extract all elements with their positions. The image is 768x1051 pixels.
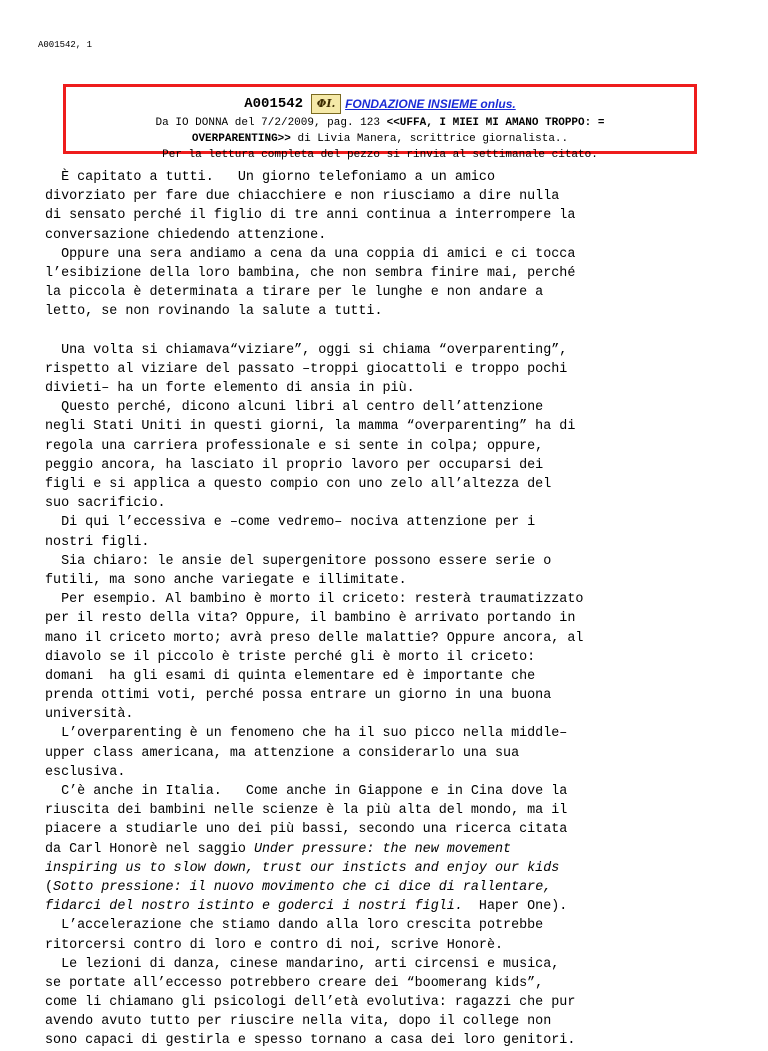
document-code: A001542 xyxy=(244,96,304,112)
article-line: divieti– ha un forte elemento di ansia in più. xyxy=(45,381,415,397)
article-line: di sensato perché il figlio di tre anni continua a interrompere la xyxy=(45,208,576,224)
article-line: upper class americana, ma attenzione a considerarlo una sua xyxy=(45,745,520,761)
article-line xyxy=(45,322,735,341)
article-line: prenda ottimi voti, perché possa entrare un giorno in una buona xyxy=(45,688,552,704)
article-title-part1: <<UFFA, I MIEI MI AMANO TROPPO: = xyxy=(386,117,605,129)
article-line: rispetto al viziare del passato –troppi giocattoli e troppo pochi xyxy=(45,361,568,377)
logo-text: ΦI. xyxy=(316,97,336,110)
foundation-link[interactable]: FONDAZIONE INSIEME onlus. xyxy=(345,97,516,111)
article-line: Per esempio. Al bambino è morto il criceto: resterà traumatizzato xyxy=(45,592,584,608)
article-line: letto, se non rovinando la salute a tutti. xyxy=(45,304,383,320)
article-line: divorziato per fare due chiacchiere e non riusciamo a dire nulla xyxy=(45,189,560,205)
article-line: per il resto della vita? Oppure, il bambino è arrivato portando in xyxy=(45,611,576,627)
article-line: È capitato a tutti. Un giorno telefoniamo a un amico xyxy=(45,170,495,185)
article-line: Questo perché, dicono alcuni libri al centro dell’attenzione xyxy=(45,400,544,416)
article-line: peggio ancora, ha lasciato il proprio lavoro per occuparsi dei xyxy=(45,457,544,473)
foundation-logo-icon xyxy=(311,94,341,114)
article-line: ritorcersi contro di loro e contro di noi, scrive Honorè. xyxy=(45,937,504,953)
article-line: la piccola è determinata a tirare per le lunghe e non andare a xyxy=(45,285,544,301)
article-line: L’accelerazione che stiamo dando alla loro crescita potrebbe xyxy=(45,918,544,934)
article-line: conversazione chiedendo attenzione. xyxy=(45,227,327,243)
article-title-part2: OVERPARENTING>> xyxy=(191,133,291,145)
article-line: fidarci del nostro istinto e goderci i nostri figli. Haper One). xyxy=(45,899,568,915)
article-line: Oppure una sera andiamo a cena da una coppia di amici e ci tocca xyxy=(45,246,576,262)
article-line: L’overparenting è un fenomeno che ha il suo picco nella middle– xyxy=(45,726,568,742)
article-line: figli e si applica a questo compio con uno zelo all’altezza del xyxy=(45,477,552,492)
article-line: Una volta si chiamava“viziare”, oggi si chiama “overparenting”, xyxy=(45,342,568,358)
article-body xyxy=(45,168,735,1051)
source-line: Da IO DONNA del 7/2/2009, pag. 123 <<UFFA, I MIEI MI AMANO TROPPO: = xyxy=(155,117,605,129)
article-line: sono capaci di gestirla e spesso tornano a casa dei loro genitori. xyxy=(45,1033,576,1049)
article-line: (Sotto pressione: il nuovo movimento che ci dice di rallentare, xyxy=(45,879,552,895)
article-line: Le lezioni di danza, cinese mandarino, arti circensi e musica, xyxy=(45,956,560,972)
page-reference: A001542, 1 xyxy=(38,40,93,50)
article-line: diavolo se il piccolo è triste perché gli è morto il criceto: xyxy=(45,649,536,665)
article-line: suo sacrificio. xyxy=(45,496,166,512)
article-line: Di qui l’eccessiva e –come vedremo– nociva attenzione per i xyxy=(45,515,536,531)
article-line: nostri figli. xyxy=(45,534,150,550)
article-line: piacere a studiarle uno dei più bassi, secondo una ricerca citata xyxy=(45,822,568,838)
article-line: da Carl Honorè nel saggio Under pressure: the new movement xyxy=(45,841,512,857)
article-line: futili, ma sono anche variegate e illimitate. xyxy=(45,572,407,588)
article-line: se portate all’eccesso potrebbero creare dei “boomerang kids”, xyxy=(45,975,544,991)
article-line: Sia chiaro: le ansie del supergenitore possono essere serie o xyxy=(45,553,552,569)
article-line: domani ha gli esami di quinta elementare ed è importante che xyxy=(45,668,536,684)
article-line: negli Stati Uniti in questi giorni, la mamma “overparenting” ha di xyxy=(45,419,576,435)
author-line: OVERPARENTING>> di Livia Manera, scrittrice giornalista.. xyxy=(191,133,569,145)
article-line: riuscita dei bambini nelle scienze è la più alta del mondo, ma il xyxy=(45,803,568,819)
article-line: avendo avuto tutto per riuscire nella vita, dopo il college non xyxy=(45,1014,552,1030)
banner-title-row xyxy=(66,93,694,115)
article-line: l’esibizione della loro bambina, che non sembra finire mai, perché xyxy=(45,265,576,281)
article-line: università. xyxy=(45,707,134,723)
article-line: C’è anche in Italia. Come anche in Giappone e in Cina dove la xyxy=(45,784,568,799)
article-line: come li chiamano gli psicologi dell’età evolutiva: ragazzi che pur xyxy=(45,995,576,1011)
reading-note: Per la lettura completa del pezzo si rinvia al settimanale citato. xyxy=(162,149,598,161)
article-line: inspiring us to slow down, trust our insticts and enjoy our kids xyxy=(45,860,560,876)
source-banner xyxy=(63,84,697,161)
article-line: mano il criceto morto; avrà preso delle malattie? Oppure ancora, al xyxy=(45,630,584,646)
article-line: regola una carriera professionale e si sente in colpa; oppure, xyxy=(45,438,544,454)
article-line: esclusiva. xyxy=(45,764,126,780)
